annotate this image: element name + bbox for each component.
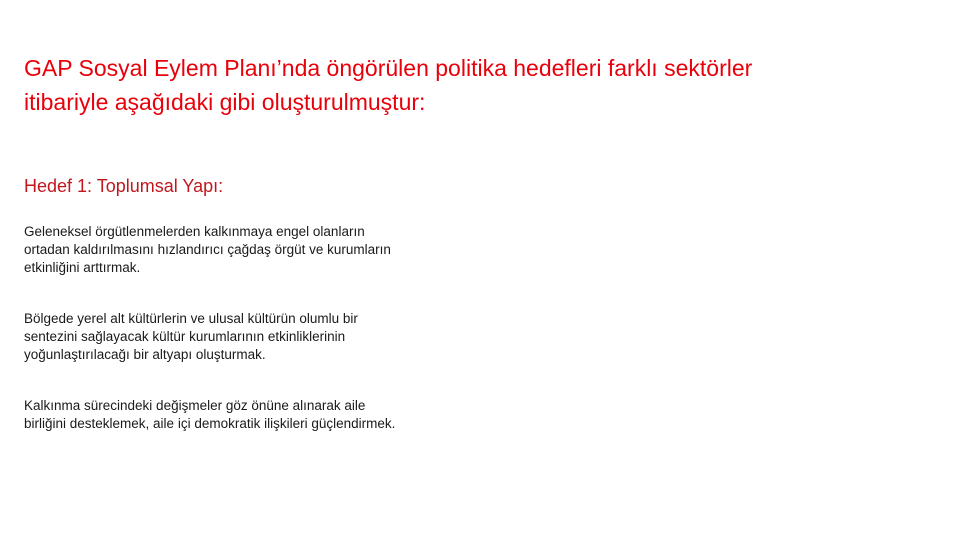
section-heading: Hedef 1: Toplumsal Yapı: [24,176,224,196]
slide-title [24,51,924,119]
paragraph-line: etkinliğini arttırmak. [24,260,141,275]
paragraph-line: Bölgede yerel alt kültürlerin ve ulusal kültürün olumlu bir [24,311,358,326]
slide-title-line: itibariyle aşağıdaki gibi oluşturulmuştur: [24,89,426,115]
goal-paragraph [24,397,504,433]
paragraph-line: ortadan kaldırılmasını hızlandırıcı çağdaş örgüt ve kurumların [24,242,391,257]
paragraph-line: Geleneksel örgütlenmelerden kalkınmaya engel olanların [24,224,365,239]
paragraph-line: sentezini sağlayacak kültür kurumlarının etkinliklerinin [24,329,346,344]
paragraph-line: yoğunlaştırılacağı bir altyapı oluşturmak. [24,347,266,362]
goal-paragraph [24,223,504,277]
goal-paragraph [24,310,504,364]
slide-title-line: GAP Sosyal Eylem Planı’nda öngörülen politika hedefleri farklı sektörler [24,55,753,81]
paragraph-line: birliğini desteklemek, aile içi demokratik ilişkileri güçlendirmek. [24,416,396,431]
paragraph-line: Kalkınma sürecindeki değişmeler göz önüne alınarak aile [24,398,366,413]
